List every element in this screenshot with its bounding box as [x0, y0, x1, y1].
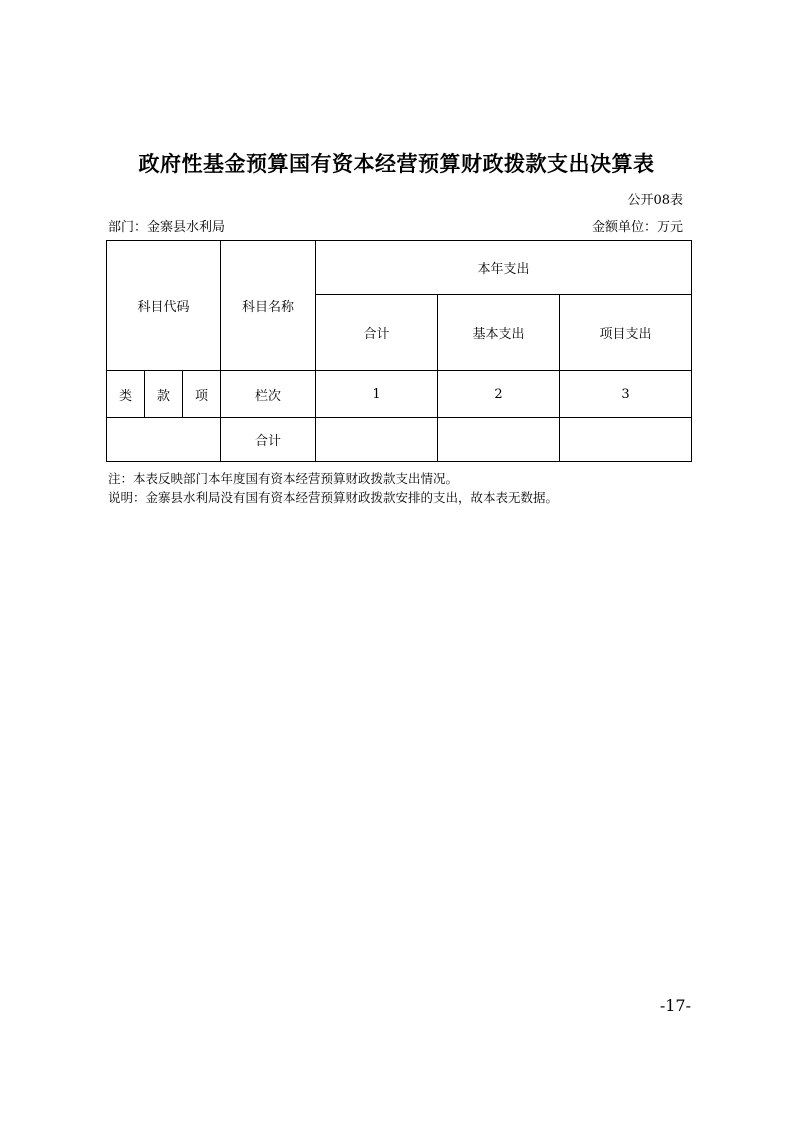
column-index-3: 3: [560, 371, 692, 418]
item-header: 项: [183, 371, 221, 418]
table-explanation: 说明：金寨县水利局没有国有资本经营预算财政拨款安排的支出，故本表无数据。: [108, 490, 559, 505]
total-row-basic-value: [438, 418, 560, 462]
column-index-row: [107, 371, 692, 418]
column-index-2: 2: [438, 371, 560, 418]
department-label: 部门：金寨县水利局: [108, 220, 226, 235]
total-row-total-value: [316, 418, 438, 462]
total-header: 合计: [316, 295, 438, 371]
subject-code-header: 科目代码: [107, 241, 221, 371]
column-index-label: 栏次: [221, 371, 316, 418]
section-header: 款: [145, 371, 183, 418]
basic-expense-header: 基本支出: [438, 295, 560, 371]
form-code: 公开08表: [627, 193, 683, 208]
subject-name-header: 科目名称: [221, 241, 316, 371]
table-note: 注：本表反映部门本年度国有资本经营预算财政拨款支出情况。: [108, 471, 459, 486]
current-year-expense-header: 本年支出: [316, 241, 692, 295]
page-number: -17-: [659, 996, 691, 1015]
project-expense-header: 项目支出: [560, 295, 692, 371]
category-header: 类: [107, 371, 145, 418]
expense-table: [106, 240, 692, 462]
total-row-code-cell: [107, 418, 221, 462]
total-row-label: 合计: [221, 418, 316, 462]
total-row-project-value: [560, 418, 692, 462]
amount-unit-label: 金额单位：万元: [591, 220, 683, 235]
header-row-1: [107, 241, 692, 295]
total-row: [107, 418, 692, 462]
document-title: 政府性基金预算国有资本经营预算财政拨款支出决算表: [138, 152, 655, 176]
column-index-1: 1: [316, 371, 438, 418]
